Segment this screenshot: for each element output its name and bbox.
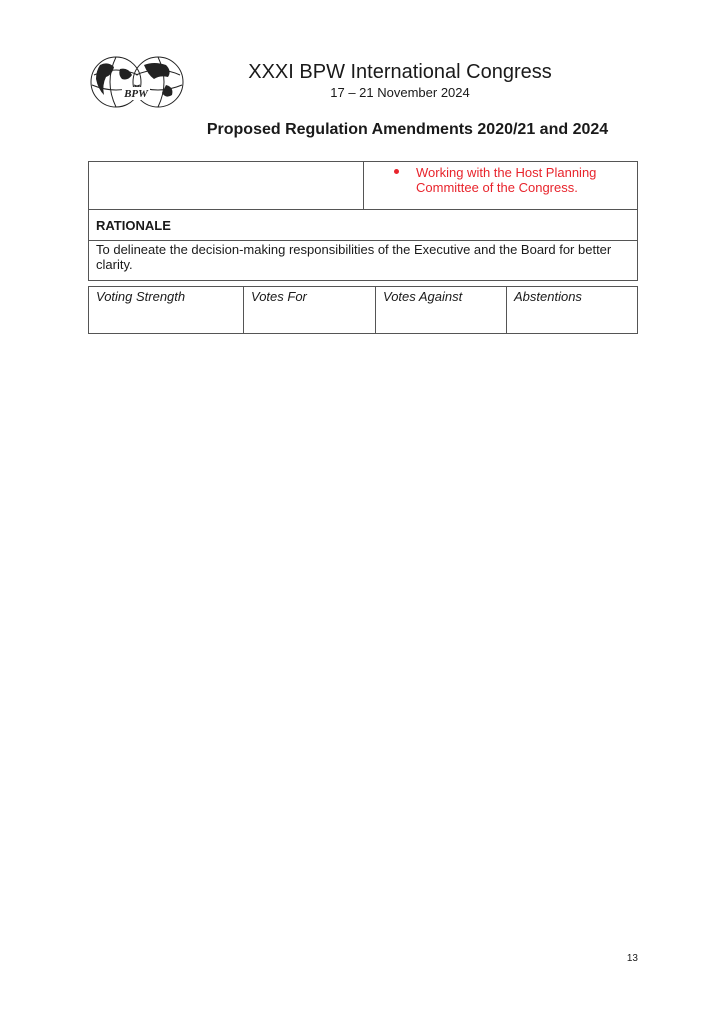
table-row [89, 210, 638, 241]
table-row [89, 162, 638, 210]
rationale-text: To delineate the decision-making responsibilities of the Executive and the Board for better clarity. [89, 241, 638, 281]
bullet-list [372, 165, 629, 195]
congress-title: XXXI BPW International Congress [248, 61, 552, 83]
amendment-table [88, 161, 638, 281]
voting-table [88, 286, 638, 334]
document-heading: Proposed Regulation Amendments 2020/21 and 2024 [206, 121, 609, 138]
table-row [89, 287, 638, 334]
list-item [372, 165, 629, 195]
votes-against-cell: Votes Against [376, 287, 507, 334]
votes-for-cell: Votes For [244, 287, 376, 334]
bullet-dot-icon [394, 169, 399, 174]
empty-cell [89, 162, 364, 210]
bpw-globes-logo-icon [86, 55, 186, 110]
svg-text:BPW: BPW [124, 88, 148, 100]
page-number: 13 [626, 953, 638, 964]
bullet-cell [364, 162, 638, 210]
table-row [89, 241, 638, 281]
congress-dates: 17 – 21 November 2024 [330, 85, 470, 100]
rationale-heading: RATIONALE [89, 210, 638, 241]
voting-strength-cell: Voting Strength [89, 287, 244, 334]
bullet-text: Working with the Host Planning Committee of the Congress. [416, 165, 597, 195]
abstentions-cell: Abstentions [507, 287, 638, 334]
